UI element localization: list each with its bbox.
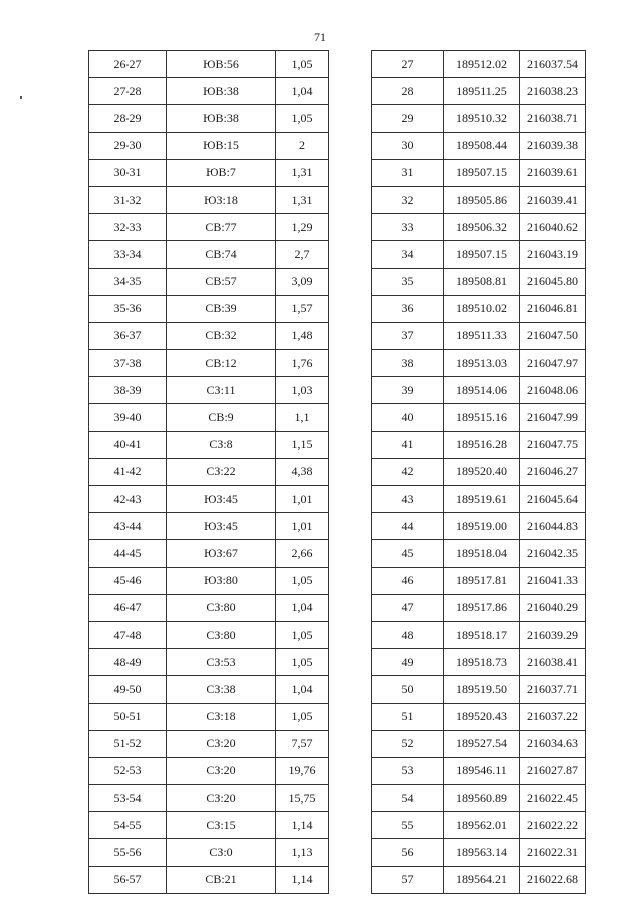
y-coordinate-cell: 216039.29 — [520, 621, 586, 648]
y-coordinate-cell: 216047.99 — [520, 404, 586, 431]
segment-cell: 55-56 — [89, 839, 167, 866]
table-row — [89, 540, 359, 567]
point-cell: 54 — [372, 785, 444, 812]
table-row — [89, 78, 359, 105]
y-coordinate-cell: 216022.31 — [520, 839, 586, 866]
point-cell: 29 — [372, 105, 444, 132]
y-coordinate-cell: 216046.81 — [520, 295, 586, 322]
x-coordinate-cell: 189514.06 — [444, 377, 520, 404]
point-cell: 51 — [372, 703, 444, 730]
y-coordinate-cell: 216047.75 — [520, 431, 586, 458]
point-cell: 27 — [372, 51, 444, 78]
bearing-cell: ЮВ:38 — [167, 78, 276, 105]
length-cell: 1,15 — [276, 431, 329, 458]
empty-cell — [329, 594, 359, 621]
y-coordinate-cell: 216037.54 — [520, 51, 586, 78]
bearing-cell: СВ:57 — [167, 268, 276, 295]
point-cell: 38 — [372, 350, 444, 377]
segment-cell: 43-44 — [89, 513, 167, 540]
empty-cell — [329, 540, 359, 567]
x-coordinate-cell: 189564.21 — [444, 866, 520, 893]
table-row — [89, 186, 359, 213]
x-coordinate-cell: 189517.86 — [444, 594, 520, 621]
length-cell: 1,05 — [276, 51, 329, 78]
table-row — [89, 105, 359, 132]
table-row — [89, 839, 359, 866]
length-cell: 2,7 — [276, 241, 329, 268]
empty-cell — [329, 377, 359, 404]
point-cell: 43 — [372, 486, 444, 513]
empty-cell — [329, 703, 359, 730]
y-coordinate-cell: 216038.23 — [520, 78, 586, 105]
bearing-cell: ЮВ:56 — [167, 51, 276, 78]
empty-cell — [329, 812, 359, 839]
table-row — [372, 730, 586, 757]
bearing-cell: СЗ:80 — [167, 621, 276, 648]
table-row — [372, 785, 586, 812]
table-row — [372, 649, 586, 676]
bearing-cell: СВ:39 — [167, 295, 276, 322]
point-cell: 52 — [372, 730, 444, 757]
y-coordinate-cell: 216047.50 — [520, 322, 586, 349]
length-cell: 1,05 — [276, 567, 329, 594]
length-cell: 3,09 — [276, 268, 329, 295]
point-cell: 57 — [372, 866, 444, 893]
bearing-cell: СЗ:20 — [167, 730, 276, 757]
empty-cell — [329, 214, 359, 241]
empty-cell — [329, 241, 359, 268]
empty-cell — [329, 513, 359, 540]
table-row — [89, 377, 359, 404]
y-coordinate-cell: 216043.19 — [520, 241, 586, 268]
segment-cell: 28-29 — [89, 105, 167, 132]
table-row — [89, 268, 359, 295]
bearing-cell: СВ:21 — [167, 866, 276, 893]
empty-cell — [329, 105, 359, 132]
empty-cell — [329, 350, 359, 377]
segment-cell: 50-51 — [89, 703, 167, 730]
x-coordinate-cell: 189515.16 — [444, 404, 520, 431]
y-coordinate-cell: 216038.71 — [520, 105, 586, 132]
length-cell: 1,48 — [276, 322, 329, 349]
table-row — [372, 105, 586, 132]
table-row — [372, 866, 586, 893]
x-coordinate-cell: 189512.02 — [444, 51, 520, 78]
table-row — [372, 159, 586, 186]
y-coordinate-cell: 216041.33 — [520, 567, 586, 594]
y-coordinate-cell: 216040.29 — [520, 594, 586, 621]
point-cell: 56 — [372, 839, 444, 866]
table-row — [372, 621, 586, 648]
y-coordinate-cell: 216048.06 — [520, 377, 586, 404]
point-cell: 40 — [372, 404, 444, 431]
length-cell: 1,04 — [276, 78, 329, 105]
empty-cell — [329, 431, 359, 458]
x-coordinate-cell: 189546.11 — [444, 757, 520, 784]
bearing-cell: СЗ:8 — [167, 431, 276, 458]
empty-cell — [329, 78, 359, 105]
length-cell: 1,05 — [276, 621, 329, 648]
table-row — [89, 214, 359, 241]
x-coordinate-cell: 189527.54 — [444, 730, 520, 757]
table-row — [89, 567, 359, 594]
bearing-cell: СЗ:20 — [167, 785, 276, 812]
length-cell: 1,1 — [276, 404, 329, 431]
x-coordinate-cell: 189519.00 — [444, 513, 520, 540]
length-cell: 7,57 — [276, 730, 329, 757]
table-row — [372, 757, 586, 784]
table-row — [89, 241, 359, 268]
x-coordinate-cell: 189562.01 — [444, 812, 520, 839]
x-coordinate-cell: 189519.61 — [444, 486, 520, 513]
bearing-cell: ЮЗ:18 — [167, 186, 276, 213]
length-cell: 1,14 — [276, 866, 329, 893]
length-cell: 1,05 — [276, 703, 329, 730]
y-coordinate-cell: 216037.71 — [520, 676, 586, 703]
table-row — [89, 703, 359, 730]
length-cell: 2 — [276, 132, 329, 159]
length-cell: 1,13 — [276, 839, 329, 866]
segment-cell: 38-39 — [89, 377, 167, 404]
table-row — [89, 51, 359, 78]
segment-cell: 46-47 — [89, 594, 167, 621]
x-coordinate-cell: 189506.32 — [444, 214, 520, 241]
empty-cell — [329, 268, 359, 295]
empty-cell — [329, 322, 359, 349]
point-cell: 45 — [372, 540, 444, 567]
empty-cell — [329, 567, 359, 594]
bearing-cell: ЮЗ:80 — [167, 567, 276, 594]
empty-cell — [329, 649, 359, 676]
point-cell: 50 — [372, 676, 444, 703]
table-row — [372, 268, 586, 295]
length-cell: 1,03 — [276, 377, 329, 404]
table-row — [89, 404, 359, 431]
segment-cell: 54-55 — [89, 812, 167, 839]
table-row — [372, 594, 586, 621]
y-coordinate-cell: 216039.41 — [520, 186, 586, 213]
bearing-cell: СЗ:0 — [167, 839, 276, 866]
length-cell: 1,57 — [276, 295, 329, 322]
table-row — [372, 186, 586, 213]
bearing-cell: СЗ:11 — [167, 377, 276, 404]
table-row — [89, 676, 359, 703]
point-cell: 36 — [372, 295, 444, 322]
point-cell: 42 — [372, 458, 444, 485]
length-cell: 1,04 — [276, 594, 329, 621]
length-cell: 1,76 — [276, 350, 329, 377]
point-cell: 49 — [372, 649, 444, 676]
x-coordinate-cell: 189517.81 — [444, 567, 520, 594]
segment-cell: 36-37 — [89, 322, 167, 349]
y-coordinate-cell: 216038.41 — [520, 649, 586, 676]
table-row — [372, 540, 586, 567]
page-number: 71 — [314, 30, 326, 44]
x-coordinate-cell: 189508.44 — [444, 132, 520, 159]
y-coordinate-cell: 216022.22 — [520, 812, 586, 839]
segment-cell: 30-31 — [89, 159, 167, 186]
segment-cell: 56-57 — [89, 866, 167, 893]
point-cell: 37 — [372, 322, 444, 349]
length-cell: 1,01 — [276, 486, 329, 513]
y-coordinate-cell: 216046.27 — [520, 458, 586, 485]
table-row — [372, 839, 586, 866]
table-row — [372, 295, 586, 322]
y-coordinate-cell: 216022.68 — [520, 866, 586, 893]
segment-cell: 40-41 — [89, 431, 167, 458]
y-coordinate-cell: 216039.61 — [520, 159, 586, 186]
length-cell: 4,38 — [276, 458, 329, 485]
table-row — [372, 431, 586, 458]
segment-cell: 44-45 — [89, 540, 167, 567]
length-cell: 2,66 — [276, 540, 329, 567]
table-row — [372, 676, 586, 703]
bearing-cell: СЗ:80 — [167, 594, 276, 621]
length-cell: 1,14 — [276, 812, 329, 839]
table-row — [89, 812, 359, 839]
y-coordinate-cell: 216027.87 — [520, 757, 586, 784]
y-coordinate-cell: 216039.38 — [520, 132, 586, 159]
table-row — [372, 404, 586, 431]
point-cell: 33 — [372, 214, 444, 241]
length-cell: 1,01 — [276, 513, 329, 540]
y-coordinate-cell: 216034.63 — [520, 730, 586, 757]
segment-cell: 45-46 — [89, 567, 167, 594]
table-row — [372, 377, 586, 404]
bearing-cell: ЮЗ:45 — [167, 486, 276, 513]
length-cell: 1,04 — [276, 676, 329, 703]
bearing-cell: ЮВ:7 — [167, 159, 276, 186]
y-coordinate-cell: 216045.80 — [520, 268, 586, 295]
table-row — [89, 350, 359, 377]
bearing-cell: СВ:77 — [167, 214, 276, 241]
x-coordinate-cell: 189513.03 — [444, 350, 520, 377]
point-cell: 44 — [372, 513, 444, 540]
table-row — [372, 214, 586, 241]
point-cell: 35 — [372, 268, 444, 295]
point-cell: 47 — [372, 594, 444, 621]
point-cell: 53 — [372, 757, 444, 784]
bearing-cell: ЮЗ:45 — [167, 513, 276, 540]
table-row — [89, 730, 359, 757]
empty-cell — [329, 839, 359, 866]
empty-cell — [329, 186, 359, 213]
bearing-cell: СЗ:20 — [167, 757, 276, 784]
table-row — [89, 486, 359, 513]
y-coordinate-cell: 216022.45 — [520, 785, 586, 812]
bearing-cell: СВ:32 — [167, 322, 276, 349]
x-coordinate-cell: 189511.33 — [444, 322, 520, 349]
y-coordinate-cell: 216037.22 — [520, 703, 586, 730]
empty-cell — [329, 486, 359, 513]
scan-artifact — [20, 96, 22, 99]
x-coordinate-cell: 189510.02 — [444, 295, 520, 322]
table-row — [89, 866, 359, 893]
empty-cell — [329, 676, 359, 703]
segment-cell: 47-48 — [89, 621, 167, 648]
table-row — [89, 649, 359, 676]
x-coordinate-cell: 189560.89 — [444, 785, 520, 812]
bearing-cell: СВ:12 — [167, 350, 276, 377]
point-cell: 30 — [372, 132, 444, 159]
point-cell: 39 — [372, 377, 444, 404]
coordinates-table — [371, 50, 586, 894]
point-cell: 34 — [372, 241, 444, 268]
point-cell: 31 — [372, 159, 444, 186]
empty-cell — [329, 51, 359, 78]
empty-cell — [329, 458, 359, 485]
table-row — [372, 322, 586, 349]
x-coordinate-cell: 189507.15 — [444, 241, 520, 268]
x-coordinate-cell: 189505.86 — [444, 186, 520, 213]
bearing-cell: ЮЗ:67 — [167, 540, 276, 567]
table-row — [372, 458, 586, 485]
segment-cell: 42-43 — [89, 486, 167, 513]
empty-cell — [329, 757, 359, 784]
length-cell: 19,76 — [276, 757, 329, 784]
bearing-cell: СЗ:38 — [167, 676, 276, 703]
bearing-cell: СВ:74 — [167, 241, 276, 268]
table-row — [372, 513, 586, 540]
table-row — [372, 132, 586, 159]
y-coordinate-cell: 216044.83 — [520, 513, 586, 540]
x-coordinate-cell: 189511.25 — [444, 78, 520, 105]
table-row — [89, 431, 359, 458]
segments-table — [88, 50, 359, 894]
segment-cell: 33-34 — [89, 241, 167, 268]
length-cell: 1,05 — [276, 105, 329, 132]
x-coordinate-cell: 189516.28 — [444, 431, 520, 458]
length-cell: 1,31 — [276, 186, 329, 213]
segment-cell: 39-40 — [89, 404, 167, 431]
bearing-cell: СВ:9 — [167, 404, 276, 431]
point-cell: 28 — [372, 78, 444, 105]
x-coordinate-cell: 189510.32 — [444, 105, 520, 132]
empty-cell — [329, 132, 359, 159]
point-cell: 41 — [372, 431, 444, 458]
length-cell: 1,29 — [276, 214, 329, 241]
segment-cell: 52-53 — [89, 757, 167, 784]
segment-cell: 31-32 — [89, 186, 167, 213]
empty-cell — [329, 404, 359, 431]
segment-cell: 37-38 — [89, 350, 167, 377]
empty-cell — [329, 295, 359, 322]
length-cell: 1,31 — [276, 159, 329, 186]
table-row — [89, 621, 359, 648]
table-row — [89, 322, 359, 349]
x-coordinate-cell: 189519.50 — [444, 676, 520, 703]
table-row — [89, 757, 359, 784]
bearing-cell: СЗ:18 — [167, 703, 276, 730]
length-cell: 1,05 — [276, 649, 329, 676]
empty-cell — [329, 785, 359, 812]
segment-cell: 34-35 — [89, 268, 167, 295]
point-cell: 48 — [372, 621, 444, 648]
table-row — [372, 51, 586, 78]
bearing-cell: ЮВ:38 — [167, 105, 276, 132]
point-cell: 55 — [372, 812, 444, 839]
length-cell: 15,75 — [276, 785, 329, 812]
segment-cell: 51-52 — [89, 730, 167, 757]
table-row — [372, 350, 586, 377]
table-row — [372, 78, 586, 105]
x-coordinate-cell: 189518.04 — [444, 540, 520, 567]
table-row — [89, 458, 359, 485]
table-row — [89, 513, 359, 540]
segment-cell: 35-36 — [89, 295, 167, 322]
table-row — [89, 159, 359, 186]
table-row — [372, 703, 586, 730]
segment-cell: 29-30 — [89, 132, 167, 159]
segment-cell: 27-28 — [89, 78, 167, 105]
bearing-cell: СЗ:22 — [167, 458, 276, 485]
bearing-cell: СЗ:15 — [167, 812, 276, 839]
bearing-cell: СЗ:53 — [167, 649, 276, 676]
table-row — [89, 295, 359, 322]
empty-cell — [329, 730, 359, 757]
segment-cell: 53-54 — [89, 785, 167, 812]
segment-cell: 48-49 — [89, 649, 167, 676]
x-coordinate-cell: 189520.43 — [444, 703, 520, 730]
empty-cell — [329, 866, 359, 893]
table-row — [89, 132, 359, 159]
point-cell: 46 — [372, 567, 444, 594]
bearing-cell: ЮВ:15 — [167, 132, 276, 159]
segment-cell: 32-33 — [89, 214, 167, 241]
segment-cell: 26-27 — [89, 51, 167, 78]
x-coordinate-cell: 189507.15 — [444, 159, 520, 186]
table-row — [372, 567, 586, 594]
x-coordinate-cell: 189518.17 — [444, 621, 520, 648]
table-row — [372, 812, 586, 839]
x-coordinate-cell: 189520.40 — [444, 458, 520, 485]
x-coordinate-cell: 189518.73 — [444, 649, 520, 676]
y-coordinate-cell: 216045.64 — [520, 486, 586, 513]
y-coordinate-cell: 216040.62 — [520, 214, 586, 241]
segment-cell: 49-50 — [89, 676, 167, 703]
table-row — [372, 486, 586, 513]
x-coordinate-cell: 189563.14 — [444, 839, 520, 866]
table-row — [89, 785, 359, 812]
empty-cell — [329, 159, 359, 186]
x-coordinate-cell: 189508.81 — [444, 268, 520, 295]
table-row — [372, 241, 586, 268]
table-row — [89, 594, 359, 621]
y-coordinate-cell: 216042.35 — [520, 540, 586, 567]
point-cell: 32 — [372, 186, 444, 213]
segment-cell: 41-42 — [89, 458, 167, 485]
y-coordinate-cell: 216047.97 — [520, 350, 586, 377]
empty-cell — [329, 621, 359, 648]
